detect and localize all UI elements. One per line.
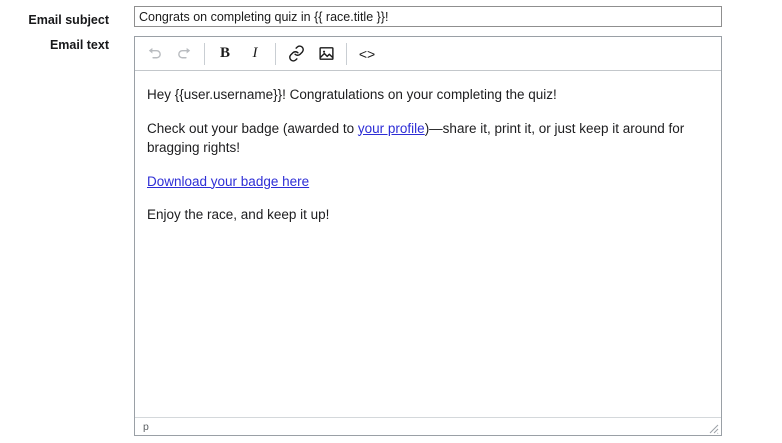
redo-icon[interactable]	[169, 40, 199, 68]
download-badge-link[interactable]: Download your badge here	[147, 173, 310, 189]
toolbar-divider-3	[346, 43, 347, 65]
email-subject-row	[0, 6, 782, 30]
rich-text-editor	[134, 36, 722, 436]
email-subject-label: Email subject	[28, 13, 109, 27]
email-subject-input[interactable]	[134, 6, 722, 27]
bold-icon[interactable]: B	[210, 40, 240, 68]
email-text-label: Email text	[49, 38, 109, 52]
editor-statusbar	[135, 417, 721, 435]
badge-text-prefix: Check out your badge (awarded to	[147, 120, 358, 136]
editor-toolbar	[135, 37, 721, 71]
toolbar-divider-1	[204, 43, 205, 65]
source-code-icon[interactable]: <>	[352, 40, 382, 68]
toolbar-divider-2	[275, 43, 276, 65]
editor-paragraph-download	[147, 172, 705, 192]
editor-content-area[interactable]	[135, 71, 721, 417]
italic-icon[interactable]: I	[240, 40, 270, 68]
badge-text-suffix: )—share it, print it, or just keep it around for bragging rights!	[147, 120, 685, 156]
editor-paragraph-badge	[147, 119, 705, 158]
editor-paragraph-closing: Enjoy the race, and keep it up!	[147, 207, 330, 223]
link-icon[interactable]	[281, 40, 311, 68]
undo-icon[interactable]	[139, 40, 169, 68]
editor-paragraph-greeting: Hey {{user.username}}! Congratulations on your completing the quiz!	[147, 87, 557, 102]
element-path: p	[143, 420, 149, 433]
your-profile-link[interactable]: your profile	[357, 120, 425, 136]
resize-handle[interactable]	[707, 422, 719, 434]
image-icon[interactable]	[311, 40, 341, 68]
